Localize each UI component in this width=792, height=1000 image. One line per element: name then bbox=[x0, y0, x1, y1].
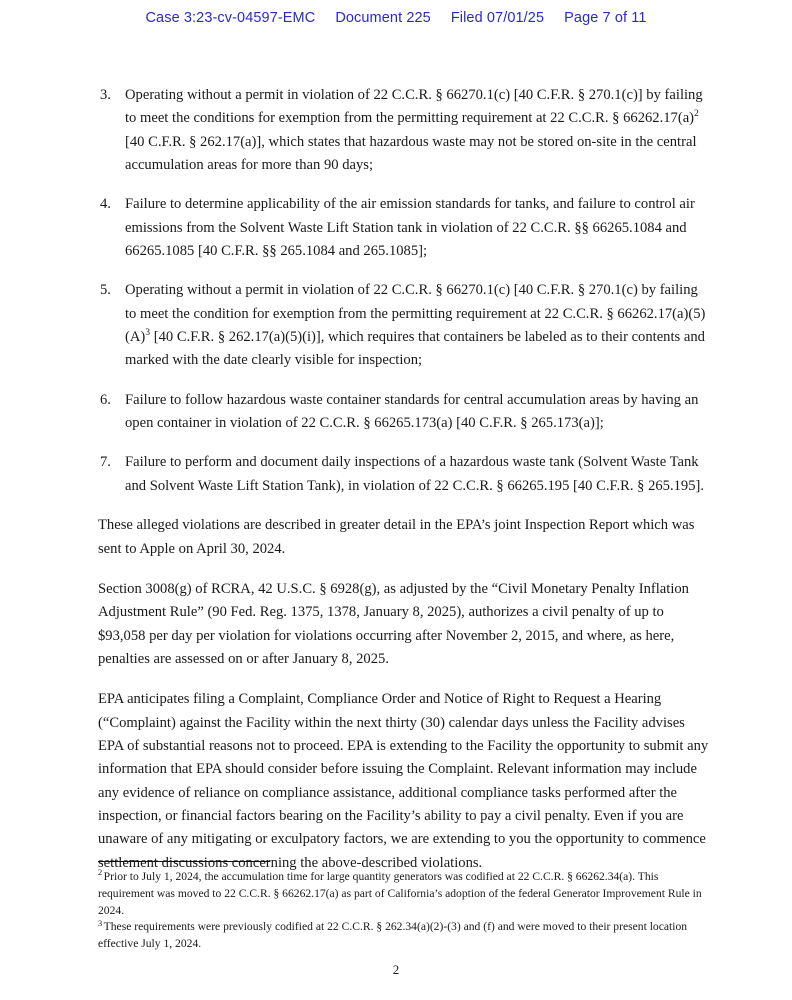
list-item-text-part1: Failure to follow hazardous waste container standards for central accumulation areas by having an open container in violation of 22 C.C.R. § 66265.173(a) [40 C.F.R. § 265.173(a)]; bbox=[125, 391, 699, 432]
footnote-reference-3[interactable]: 3 bbox=[145, 327, 151, 339]
list-item bbox=[98, 451, 712, 498]
list-item-text bbox=[125, 389, 712, 436]
list-item bbox=[98, 389, 712, 436]
ecf-case-number: Case 3:23-cv-04597-EMC bbox=[145, 10, 316, 26]
violations-list bbox=[98, 84, 712, 498]
list-item-marker: 6. bbox=[100, 391, 111, 408]
document-body bbox=[98, 84, 712, 892]
list-item-text-part1: Operating without a permit in violation of 22 C.C.R. § 66270.1(c) [40 C.F.R. § 270.1(c)] by failing to meet the conditions for exemption from the permitting requirement at 22 C.C.R. § 66262.17(a) bbox=[125, 87, 703, 127]
footnote-3-marker: 3 bbox=[98, 918, 103, 928]
paragraph-complaint-notice: EPA anticipates filing a Complaint, Compliance Order and Notice of Right to Request a Hearing (“Complaint) against the Facility within the next thirty (30) calendar days unless the Facility advises EPA of substantial reasons not to proceed. EPA is extending to the Facility the opportunity to submit any information that EPA should consider before issuing the Complaint. Relevant information may include any evidence of reliance on compliance assistance, additional compliance tasks performed after the inspection, or financial factors bearing on the Facility’s ability to pay a civil penalty. Even if you are unaware of any mitigating or exculpatory factors, we are extending to you the opportunity to commence settlement discussions concerning the above-described violations. bbox=[98, 691, 709, 871]
list-item-text bbox=[125, 451, 712, 498]
footnote-3 bbox=[98, 919, 712, 953]
list-item-text-part1: Operating without a permit in violation of 22 C.C.R. § 66270.1(c) [40 C.F.R. § 270.1(c) by failing to meet the condition for exemption from the permitting requirement at 22 C.C.R. § 66262.17(a)(5)(A) bbox=[125, 282, 706, 346]
list-item-text bbox=[125, 193, 712, 263]
list-item-text-part2: [40 C.F.R. § 262.17(a)], which states that hazardous waste may not be stored on-site in the central accumulation areas for more than 90 days; bbox=[125, 133, 697, 174]
list-item-text-part1: Failure to perform and document daily inspections of a hazardous waste tank (Solvent Waste Tank and Solvent Waste Lift Station Tank), in violation of 22 C.C.R. § 66265.195 [40 C.F.R. § 265.195]. bbox=[125, 454, 705, 494]
footnotes-section bbox=[98, 869, 712, 953]
footnote-2-marker: 2 bbox=[98, 868, 103, 878]
list-item-marker: 5. bbox=[100, 282, 111, 299]
list-item-text-part1: Failure to determine applicability of the air emission standards for tanks, and failure to control air emissions from the Solvent Waste Lift Station tank in violation of 22 C.C.R. §§ 66265.1084 and 66265.1085 [40 C.F.R. §§ 265.1084 and 265.1085]; bbox=[125, 196, 695, 260]
list-item bbox=[98, 84, 712, 177]
footnote-separator-rule bbox=[98, 861, 270, 862]
footnote-3-text: These requirements were previously codified at 22 C.C.R. § 262.34(a)(2)-(3) and (f) and were moved to their present location effective July 1, 2024. bbox=[98, 920, 688, 951]
list-item-marker: 7. bbox=[100, 454, 111, 471]
list-item bbox=[98, 279, 712, 372]
footnote-2-text: Prior to July 1, 2024, the accumulation time for large quantity generators was codified at 22 C.C.R. § 66262.34(a). This requirement was moved to 22 C.C.R. § 66262.17(a) as part of California’s adoption of the federal Generator Improvement Rule in 2024. bbox=[98, 870, 702, 917]
footnote-reference-2[interactable]: 2 bbox=[694, 108, 699, 120]
page-number: 2 bbox=[392, 962, 400, 977]
paragraph-penalty-authority: Section 3008(g) of RCRA, 42 U.S.C. § 6928(g), as adjusted by the “Civil Monetary Penalty Inflation Adjustment Rule” (90 Fed. Reg. 1375, 1378, January 8, 2025), authorizes a civil penalty of up to $93,058 per day per violation for violations occurring after November 2, 2015, and where, as here, penalties are assessed on or after January 8, 2025. bbox=[98, 580, 689, 667]
ecf-header-stamp bbox=[0, 10, 792, 26]
list-item-marker: 3. bbox=[100, 87, 111, 103]
list-item bbox=[98, 193, 712, 263]
ecf-document-number: Document 225 bbox=[335, 10, 431, 26]
paragraph-inspection-report: These alleged violations are described in greater detail in the EPA’s joint Inspection Report which was sent to Apple on April 30, 2024. bbox=[98, 517, 695, 557]
list-item-text-part2: [40 C.F.R. § 262.17(a)(5)(i)], which requires that containers be labeled as to their contents and marked with the date clearly visible for inspection; bbox=[125, 329, 705, 369]
list-item-marker: 4. bbox=[100, 196, 111, 213]
list-item-text bbox=[125, 84, 712, 177]
ecf-filed-date: Filed 07/01/25 bbox=[450, 10, 545, 26]
footnote-2 bbox=[98, 869, 712, 919]
ecf-page-label: Page 7 of 11 bbox=[564, 10, 647, 26]
list-item-text bbox=[125, 279, 712, 372]
